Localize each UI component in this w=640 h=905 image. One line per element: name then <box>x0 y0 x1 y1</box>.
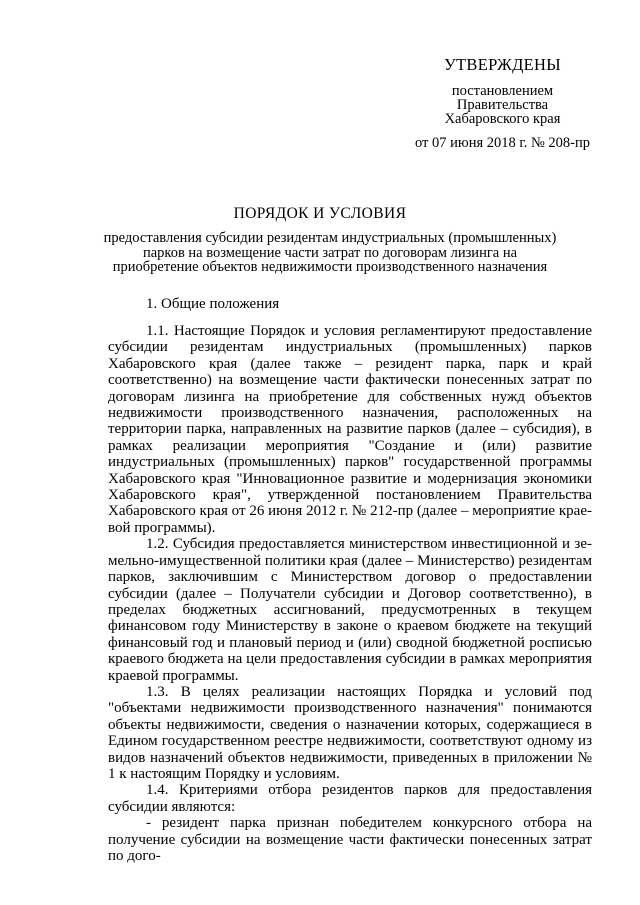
document-subtitle: предоставления субсидии резидентам индустриальных (промышленных) парков на возмещение части затрат по договорам лизинга на приобретение объектов недвижимости производственного назначения <box>103 230 557 275</box>
approval-line-1: постановлением <box>451 83 554 99</box>
document-title: ПОРЯДОК И УСЛОВИЯ <box>233 205 407 222</box>
section-heading: 1. Общие положения <box>146 296 280 312</box>
approval-heading: УТВЕРЖДЕНЫ <box>444 55 561 74</box>
approval-line-3: Хабаровского края <box>444 111 561 127</box>
paragraph-1-3: 1.3. В целях реализации настоящих Порядка и условий под "объектами недвижимости производственного назначения" понимаются объекты недвижимости, сведения о назначении которых, содержащиеся в Едином государственном реестре недвижимости, соответствуют одному из видов назначений объектов недвижимости, приведенных в приложении № 1 к настоящим Порядку и условиям. <box>108 683 592 782</box>
approval-stamp <box>395 55 610 151</box>
approval-line-2: Правительства <box>456 97 549 113</box>
paragraph-1-4: 1.4. Критериями отбора резидентов парков для предоставления субсидии являются: <box>108 782 592 815</box>
paragraph-1-1: 1.1. Настоящие Порядок и условия регламентируют предоставление субсидии резидентам индустриальных (промышленных) парков Хабаровского края (далее также – резидент парка, парк и край соответственно) на возмещение части фактически понесенных затрат по договорам лизинга на приобретение для собственных нужд объектов недвижимости производственного назначения, расположенных на территории парка, направленных на развитие парков (далее – субсидия), в рамках реализации мероприятия "Создание и (или) развитие индустриальных (промышленных) парков" государственной программы Хабаровского края "Инновационное развитие и модернизация экономики Хабаровского края", утвержденной постановлением Правительства Хабаровского края от 26 июня 2012 г. № 212-пр (далее – мероприятие краевой программы). <box>108 323 592 536</box>
paragraph-criterion-1: - резидент парка признан победителем конкурсного отбора на получение субсидии на возмещение части фактически понесенных затрат по дого- <box>108 815 592 864</box>
approval-date: от 07 июня 2018 г. № 208-пр <box>414 135 591 151</box>
document-body <box>108 323 592 864</box>
paragraph-1-2: 1.2. Субсидия предоставляется министерством инвестиционной и земельно-имущественной политики края (далее – Министерство) резидентам парков, заключившим с Министерством договор о предоставлении субсидии (далее – Получатели субсидии и Договор соответственно), в пределах бюджетных ассигнований, предусмотренных в текущем финансовом году Министерству в законе о краевом бюджете на текущий финансовый год и плановый период и (или) сводной бюджетной росписью краевого бюджета на цели предоставления субсидии в рамках мероприятия краевой программы. <box>108 536 592 684</box>
